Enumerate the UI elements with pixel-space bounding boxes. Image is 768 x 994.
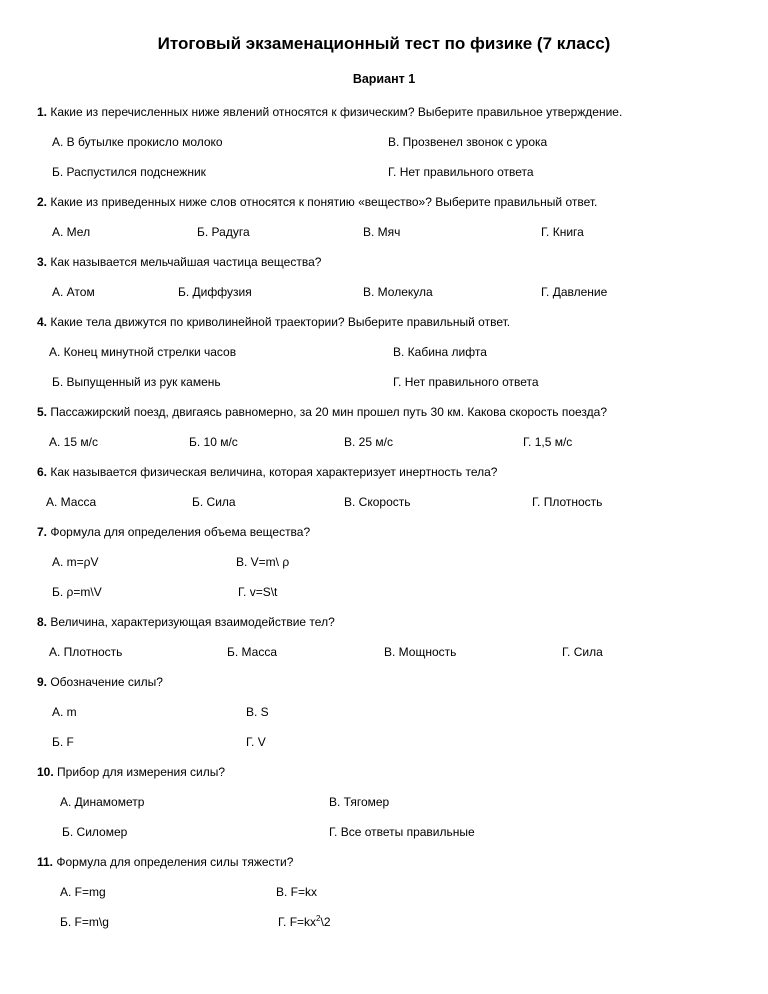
question-5 [37, 405, 607, 419]
question-text: Как называется мельчайшая частица вещества? [47, 255, 322, 269]
answer-option: А. Конец минутной стрелки часов [49, 345, 237, 359]
question-text: Формула для определения объема вещества? [47, 525, 311, 539]
answer-option: Б. Радуга [197, 225, 250, 239]
answer-option: В. Скорость [344, 495, 411, 509]
question-7 [37, 525, 310, 539]
question-text: Какие тела движутся по криволинейной траектории? Выберите правильный ответ. [47, 315, 511, 329]
answer-option: Г. Сила [562, 645, 603, 659]
question-number: 4. [37, 315, 48, 329]
question-10 [37, 765, 225, 779]
question-number: 10. [37, 765, 54, 779]
answer-option: В. Тягомер [329, 795, 390, 809]
question-text: Какие из перечисленных ниже явлений относятся к физическим? Выберите правильное утверждение. [47, 105, 623, 119]
answer-option: Б. Силомер [62, 825, 128, 839]
answer-option: Г. Плотность [532, 495, 603, 509]
question-number: 1. [37, 105, 48, 119]
answer-option: Б. Распустился подснежник [52, 165, 206, 179]
question-6 [37, 465, 497, 479]
answer-option: Б. ρ=m\V [52, 585, 102, 599]
question-number: 7. [37, 525, 48, 539]
question-1 [37, 105, 622, 119]
answer-option: А. Динамометр [60, 795, 145, 809]
answer-option: А. F=mg [60, 885, 106, 899]
answer-option: А. Масса [46, 495, 97, 509]
question-9 [37, 675, 163, 689]
answer-option: Г. Книга [541, 225, 584, 239]
answer-option: А. Мел [52, 225, 91, 239]
question-number: 11. [37, 855, 54, 869]
answer-option: Г. Нет правильного ответа [388, 165, 534, 179]
answer-option: Г. Все ответы правильные [329, 825, 475, 839]
question-text: Величина, характеризующая взаимодействие тел? [47, 615, 335, 629]
question-text: Пассажирский поезд, двигаясь равномерно, за 20 мин прошел путь 30 км. Какова скорость поезда? [47, 405, 607, 419]
question-8 [37, 615, 335, 629]
answer-option: В. Молекула [363, 285, 433, 299]
question-text: Как называется физическая величина, которая характеризует инертность тела? [47, 465, 498, 479]
question-number: 3. [37, 255, 48, 269]
answer-option: Б. F [52, 735, 74, 749]
question-number: 5. [37, 405, 48, 419]
answer-option: Г. Нет правильного ответа [393, 375, 539, 389]
answer-option: В. F=kx [276, 885, 318, 899]
answer-option: В. S [246, 705, 269, 719]
question-number: 8. [37, 615, 48, 629]
document-title: Итоговый экзаменационный тест по физике (7 класс) [157, 34, 611, 53]
answer-option: А. m [52, 705, 77, 719]
answer-option: А. m=ρV [52, 555, 99, 569]
answer-option: В. Мощность [384, 645, 457, 659]
answer-option: Г. V [246, 735, 266, 749]
question-text: Обозначение силы? [47, 675, 163, 689]
answer-option: Б. Сила [192, 495, 236, 509]
answer-option: Б. Масса [227, 645, 278, 659]
answer-option: А. Плотность [49, 645, 123, 659]
answer-option: Б. F=m\g [60, 915, 109, 929]
question-text: Прибор для измерения силы? [53, 765, 226, 779]
answer-option: Б. 10 м/с [189, 435, 238, 449]
answer-option: В. 25 м/с [344, 435, 393, 449]
question-number: 9. [37, 675, 48, 689]
question-4 [37, 315, 510, 329]
answer-option: Г. $F=kx^2\backslash 2$ [278, 914, 331, 929]
answer-option: А. В бутылке прокисло молоко [52, 135, 223, 149]
answer-option: Б. Диффузия [178, 285, 252, 299]
variant-heading: Вариант 1 [352, 72, 416, 86]
question-text: Какие из приведенных ниже слов относятся к понятию «вещество»? Выберите правильный ответ. [47, 195, 598, 209]
answer-option: В. Кабина лифта [393, 345, 487, 359]
answer-option: А. 15 м/с [49, 435, 98, 449]
question-3 [37, 255, 321, 269]
answer-option: Г. 1,5 м/с [523, 435, 573, 449]
answer-option: В. Мяч [363, 225, 401, 239]
question-11 [37, 855, 293, 869]
answer-option: А. Атом [52, 285, 95, 299]
answer-option: Г. Давление [541, 285, 608, 299]
question-number: 2. [37, 195, 48, 209]
question-text: Формула для определения силы тяжести? [53, 855, 294, 869]
answer-option: Б. Выпущенный из рук камень [52, 375, 221, 389]
superscript-exponent: 2 [316, 914, 321, 923]
answer-option: В. Прозвенел звонок с урока [388, 135, 548, 149]
answer-option: В. V=m\ ρ [236, 555, 290, 569]
question-number: 6. [37, 465, 48, 479]
answer-option: Г. v=S\t [238, 585, 278, 599]
question-2 [37, 195, 597, 209]
